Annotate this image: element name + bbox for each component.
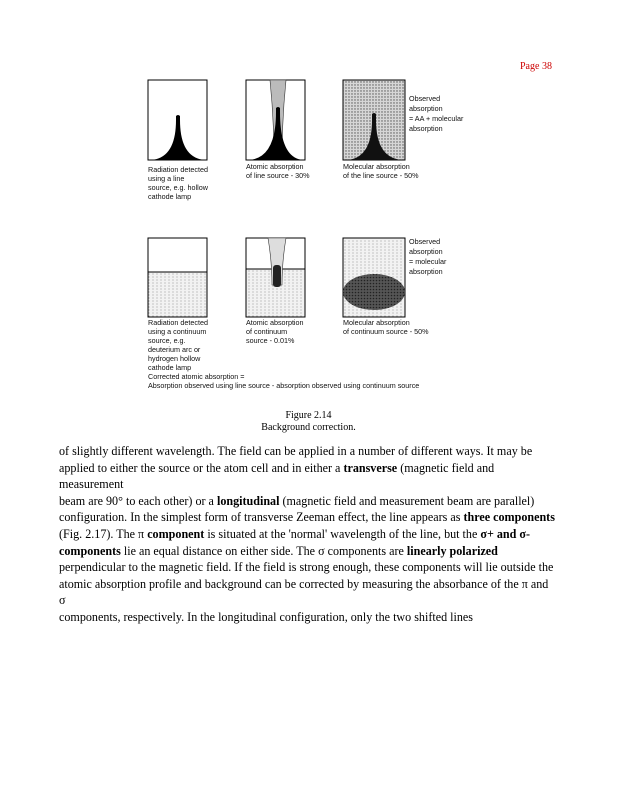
svg-text:Molecular absorption: Molecular absorption xyxy=(343,318,410,327)
text-line: of slightly different wavelength. The field can be applied in a number of different ways. It may be xyxy=(59,444,533,458)
svg-text:cathode lamp: cathode lamp xyxy=(148,363,192,372)
svg-text:of the line source - 50%: of the line source - 50% xyxy=(343,171,419,180)
svg-text:using a line: using a line xyxy=(148,174,185,183)
svg-text:of line source - 30%: of line source - 30% xyxy=(246,171,310,180)
text-line: beam are 90° to each other) or a longitudinal (magnetic field and measurement beam are parallel) xyxy=(59,493,535,508)
text-line: components lie an equal distance on either side. The σ components are linearly polarized xyxy=(59,543,498,558)
row1-panel1 xyxy=(148,80,207,160)
svg-text:source, e.g. hollow: source, e.g. hollow xyxy=(148,183,208,192)
svg-text:Radiation detected: Radiation detected xyxy=(148,318,208,327)
svg-text:cathode lamp: cathode lamp xyxy=(148,192,192,201)
svg-text:absorption: absorption xyxy=(409,124,443,133)
svg-text:absorption: absorption xyxy=(409,104,443,113)
text-line: (Fig. 2.17). The π component is situated at the 'normal' wavelength of the line, but the σ+ and σ- xyxy=(59,526,530,541)
corrected-line-2: Absorption observed using line source - absorption observed using continuum source xyxy=(148,381,420,390)
row2-panel2 xyxy=(246,238,305,317)
row2-panel2-label xyxy=(246,318,304,345)
svg-text:of continuum source - 50%: of continuum source - 50% xyxy=(343,327,429,336)
svg-text:Radiation detected: Radiation detected xyxy=(148,165,208,174)
row2-panel3 xyxy=(343,238,405,317)
text-line: perpendicular to the magnetic field. If the field is strong enough, these components will lie outside the xyxy=(59,560,554,575)
text-line: components, respectively. In the longitudinal configuration, only the two shifted lines xyxy=(59,609,474,624)
row1-panel1-label xyxy=(148,165,209,201)
row2-panel1 xyxy=(148,238,207,317)
row1-panel2-label xyxy=(246,162,310,180)
body-text xyxy=(59,443,556,626)
svg-text:deuterium arc or: deuterium arc or xyxy=(148,345,201,354)
svg-text:= molecular: = molecular xyxy=(409,257,447,266)
row1-panel3-label xyxy=(343,162,419,180)
svg-text:source - 0.01%: source - 0.01% xyxy=(246,336,295,345)
svg-text:source, e.g.: source, e.g. xyxy=(148,336,186,345)
svg-text:Atomic absorption: Atomic absorption xyxy=(246,162,304,171)
figure-number: Figure 2.14 xyxy=(285,410,332,421)
svg-text:absorption: absorption xyxy=(409,267,443,276)
text-line: atomic absorption profile and background can be corrected by measuring the absorbance of the π and σ xyxy=(59,576,549,608)
row2-side-note xyxy=(409,237,447,276)
row2-panel1-label xyxy=(148,318,208,372)
text-line: configuration. In the simplest form of transverse Zeeman effect, the line appears as three components xyxy=(59,510,555,525)
page-number: Page 38 xyxy=(520,61,552,72)
svg-text:Molecular absorption: Molecular absorption xyxy=(343,162,410,171)
figure-caption: Background correction. xyxy=(261,422,356,433)
row1-panel3 xyxy=(343,80,405,160)
svg-text:Atomic absorption: Atomic absorption xyxy=(246,318,304,327)
svg-text:Observed: Observed xyxy=(409,237,441,246)
row1-panel2 xyxy=(246,80,305,160)
svg-text:using a continuum: using a continuum xyxy=(148,327,207,336)
corrected-line-1: Corrected atomic absorption = xyxy=(148,372,245,381)
svg-text:hydrogen hollow: hydrogen hollow xyxy=(148,354,201,363)
row1-side-note xyxy=(409,94,464,133)
svg-text:Observed: Observed xyxy=(409,94,441,103)
svg-text:= AA + molecular: = AA + molecular xyxy=(409,114,464,123)
text-line: applied to either the source or the atom cell and in either a transverse (magnetic field and measurement xyxy=(59,460,495,492)
row2-panel3-label xyxy=(343,318,429,336)
svg-text:of continuum: of continuum xyxy=(246,327,288,336)
svg-text:absorption: absorption xyxy=(409,247,443,256)
